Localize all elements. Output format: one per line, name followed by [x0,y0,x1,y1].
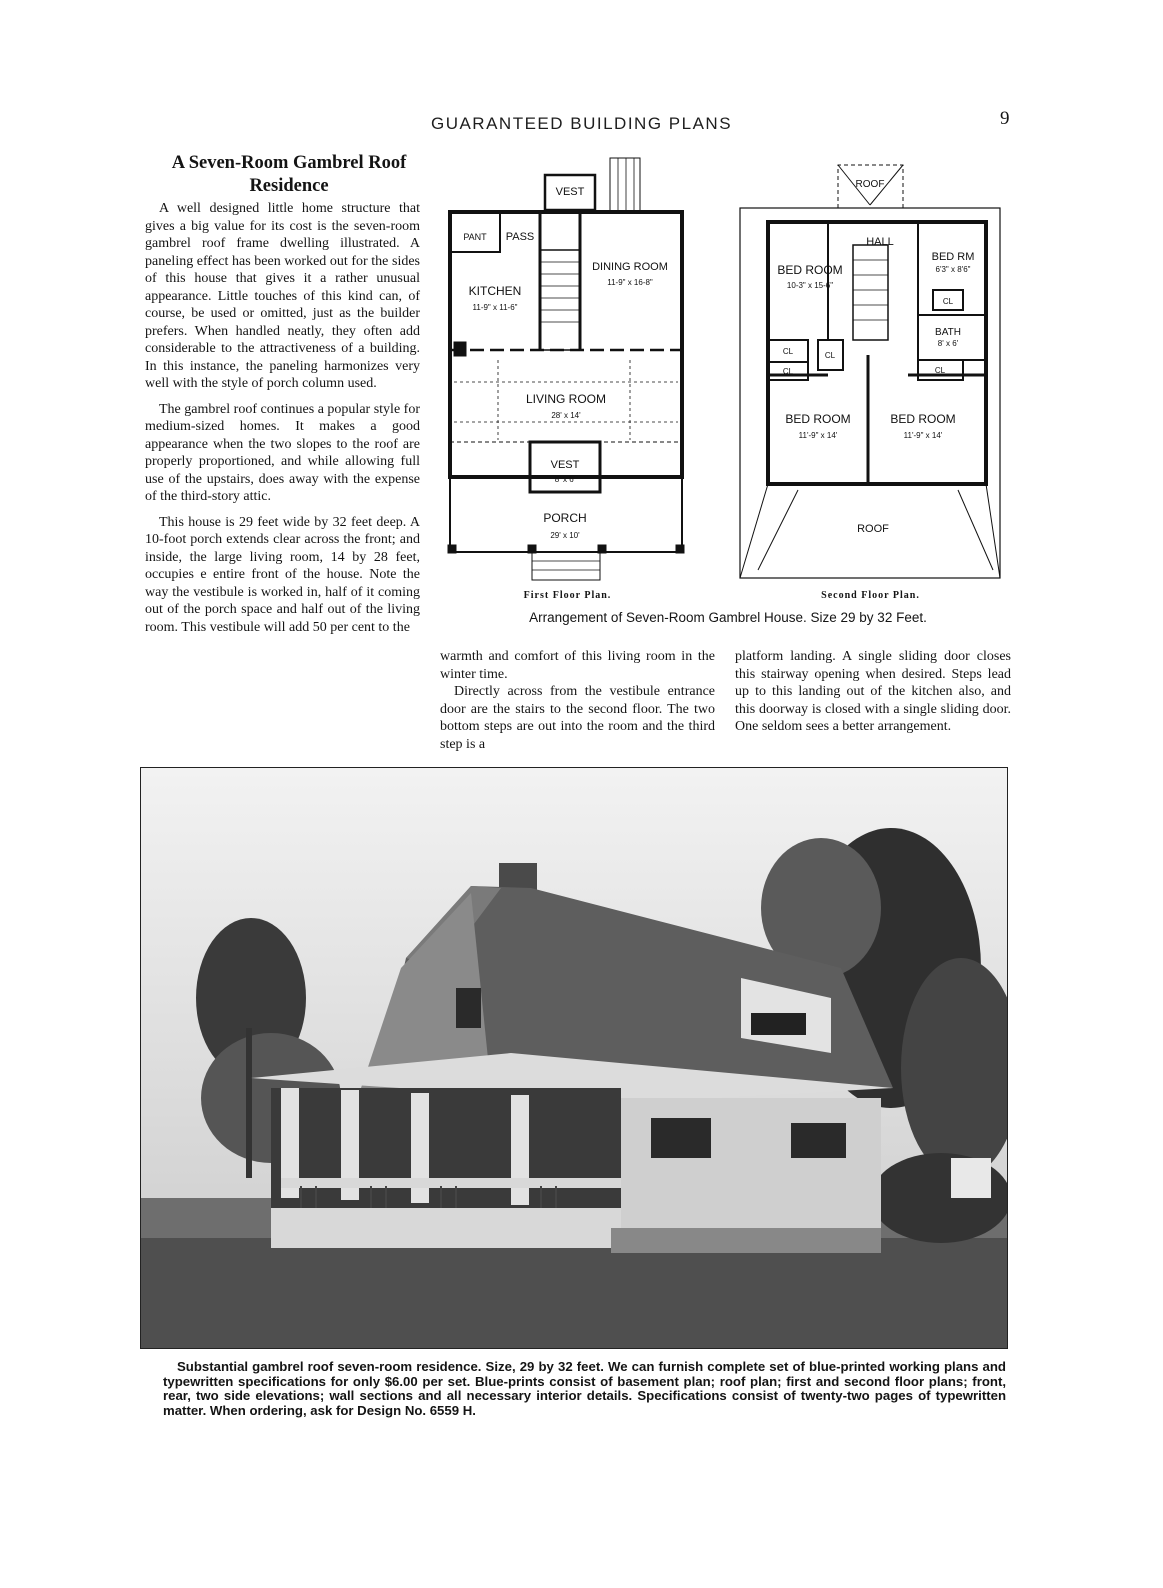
article-column-2 [440,648,715,753]
room-label: VEST [555,186,585,198]
room-size: 29' x 10' [550,531,580,540]
room-label: CL [934,366,946,375]
room-label: CL [824,351,836,360]
article-column-3 [735,648,1011,736]
room-size: 6'3" x 8'6" [935,265,971,274]
room-label: PANT [463,232,487,242]
first-floor-label: First Floor Plan. [523,590,612,601]
room-label: BED ROOM [777,263,843,277]
plans-caption: Arrangement of Seven-Room Gambrel House. Size 29 by 32 Feet. [529,610,927,625]
room-label: PASS [505,231,535,243]
room-label: PORCH [543,511,587,525]
room-size: 28' x 14' [551,411,581,420]
running-title: GUARANTEED BUILDING PLANS [430,114,733,133]
body-paragraph: A well designed little home structure that gives a big value for its cost is the seven-room gambrel roof frame dwelling illustrated. A paneling effect has been worked out for the sides of this house that gives it a rather unusual appearance. Little touches of this kind can, of course, be used or omitted, just as the builder prefers. When handled neatly, they often add considerable to the attractiveness of a building. In this instance, the paneling harmonizes very well with the style of porch column used. [145,201,420,391]
body-paragraph: The gambrel roof continues a popular style for medium-sized homes. It makes a good appearance when the two slopes to the roof are properly proportioned, and while allowing full use of the upstairs, does away with the expense of the third-story attic. [145,401,420,504]
room-size: 10-3" x 15-6" [786,281,834,290]
second-floor-plan [738,160,1003,601]
article-column-1 [145,200,420,636]
room-label: BED RM [931,251,975,263]
room-label: DINING ROOM [592,261,668,273]
room-size: 11'-9" x 14' [903,431,943,440]
second-floor-drawing [738,160,1003,595]
room-label: VEST [550,459,580,471]
body-paragraph: This house is 29 feet wide by 32 feet deep. A 10-foot porch extends clear across the front; and inside, the large living room, 14 by 28 feet, occupies e entire front of the house. Note the way the vestibule is worked in, half of it coming out of the porch space and half out of the living room. This vestibule will add 50 per cent to the [145,514,420,635]
room-label: BED ROOM [890,412,956,426]
photo-caption: Substantial gambrel roof seven-room residence. Size, 29 by 32 feet. We can furnish complete set of blue-printed working plans and typewritten specifications for only $6.00 per set. Blue-prints consist of basement plan; roof plan; first and second floor plans; front, rear, two side elevations; wall sections and all necessary interior details. Specifications consist of twenty-two pages of typewritten matter. When ordering, ask for Design No. 6559 H. [163,1359,1006,1418]
body-paragraph: warmth and comfort of this living room in the winter time. [440,649,715,682]
room-label: CL [782,347,794,356]
room-label: BED ROOM [785,412,851,426]
room-label: CL [942,297,954,306]
first-floor-plan [440,150,695,601]
second-floor-label: Second Floor Plan. [821,590,920,601]
room-label: ROOF [857,523,889,535]
room-size: 8' x 6' [554,475,576,484]
house-illustration [141,768,1007,1348]
body-paragraph: Directly across from the vestibule entrance door are the stairs to the second floor. The two bottom steps are out into the room and the third step is a [440,684,715,752]
room-label: KITCHEN [468,284,522,298]
page-number: 9 [1000,108,1010,129]
room-label: CL [782,367,794,376]
first-floor-drawing [440,150,695,595]
room-label: BATH [935,327,961,338]
body-paragraph: platform landing. A single sliding door closes this stairway opening when desired. Steps lead up to this landing out of the kitchen also, and this doorway is closed with a single sliding door. One seldom sees a better arrangement. [735,649,1011,734]
room-size: 11-9" x 16-8" [607,278,653,287]
room-label: LIVING ROOM [525,392,607,406]
article-title: A Seven-Room Gambrel Roof Residence [171,153,407,196]
house-photograph [140,767,1008,1349]
room-size: 11'-9" x 14' [798,431,838,440]
room-size: 8' x 6' [937,339,959,348]
room-size: 11-9" x 11-6" [472,303,518,312]
room-label: HALL [866,236,894,248]
room-label: ROOF [855,179,885,190]
